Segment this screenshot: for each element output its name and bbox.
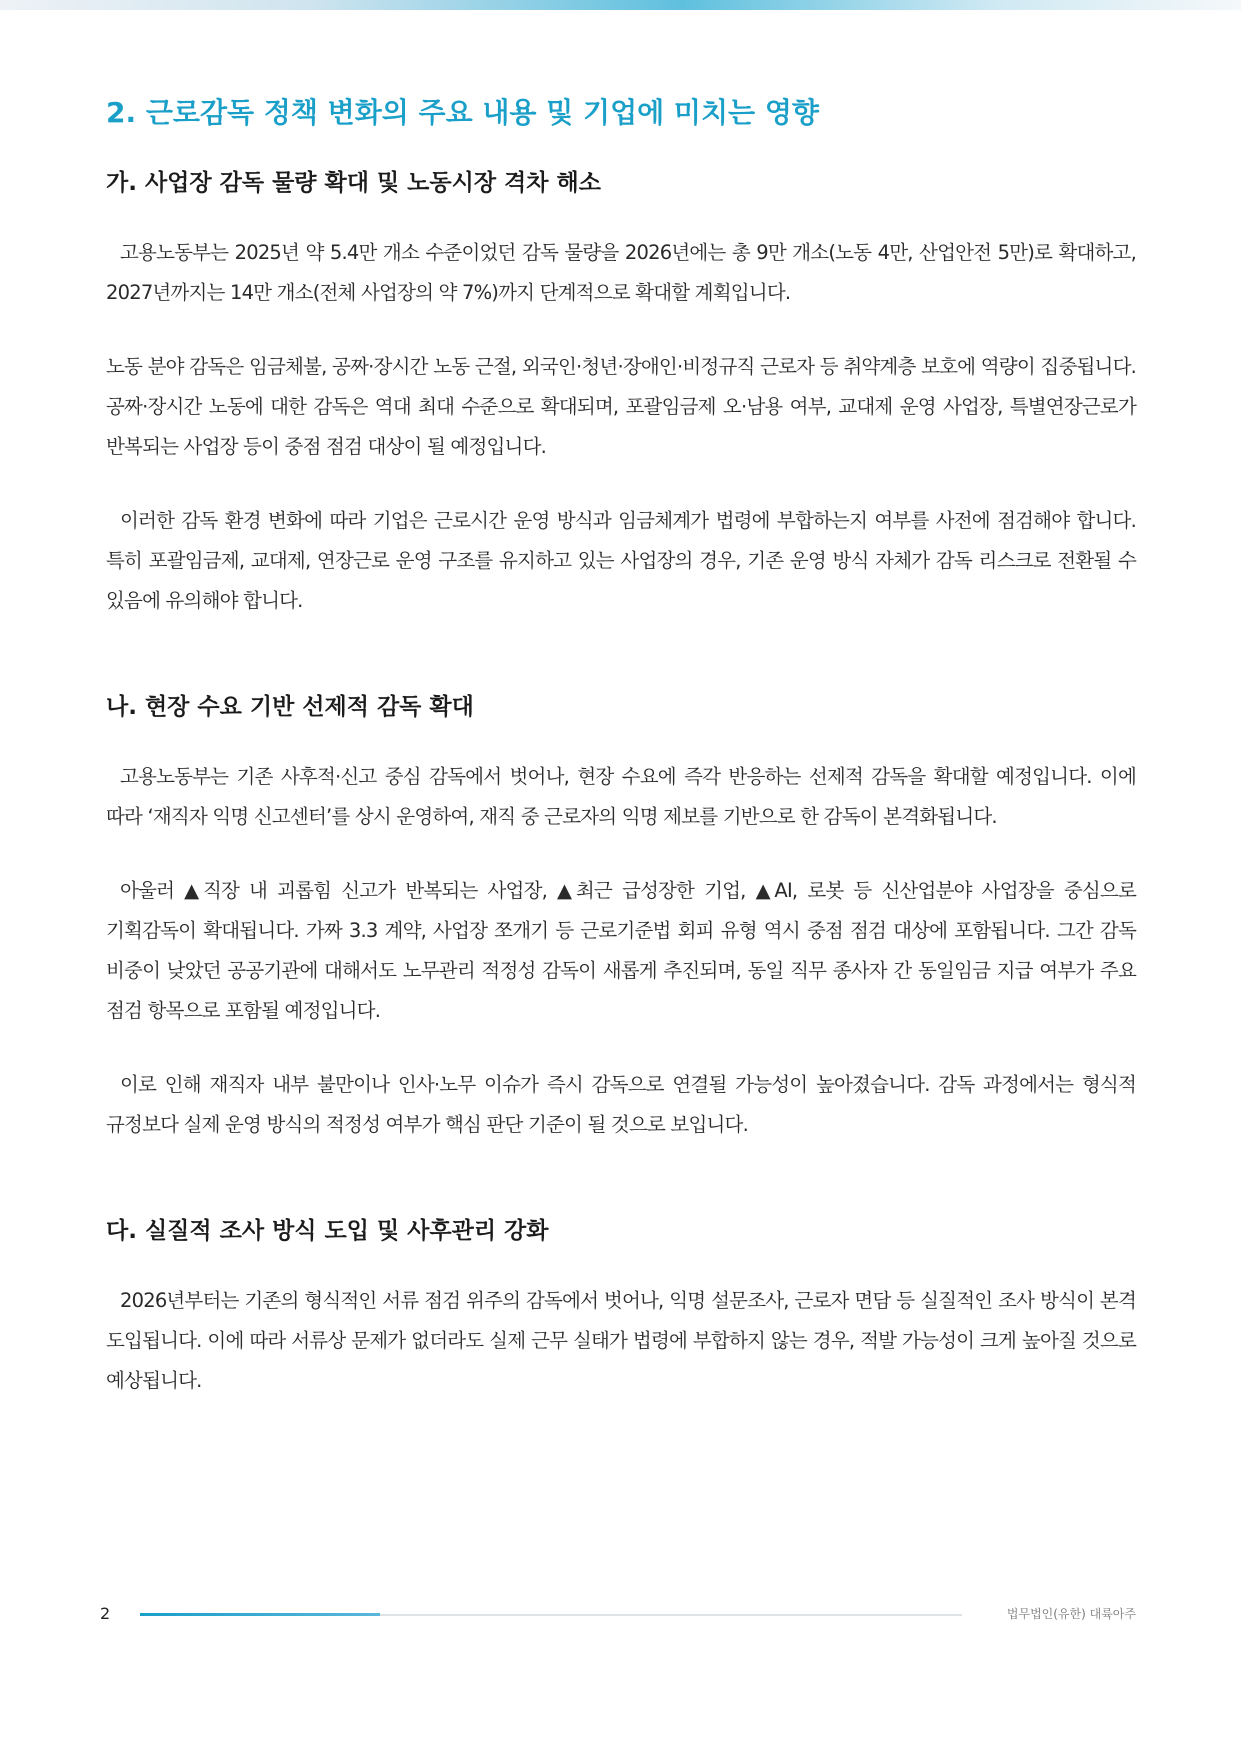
section-title: 2. 근로감독 정책 변화의 주요 내용 및 기업에 미치는 영향 bbox=[106, 96, 819, 129]
paragraph: 고용노동부는 기존 사후적·신고 중심 감독에서 벗어나, 현장 수요에 즉각 반응하는 선제적 감독을 확대할 예정입니다. 이에 따라 ‘재직자 익명 신고센터’를 상시 운영하여, 재직 중 근로자의 익명 제보를 기반으로 한 감독이 본격화됩니다. bbox=[106, 765, 1136, 829]
paragraph: 노동 분야 감독은 임금체불, 공짜·장시간 노동 근절, 외국인·청년·장애인·비정규직 근로자 등 취약계층 보호에 역량이 집중됩니다. 공짜·장시간 노동에 대한 감독은 역대 최대 수준으로 확대되며, 포괄임금제 오·남용 여부, 교대제 운영 사업장, 특별연장근로가 반복되는 사업장 등이 중점 점검 대상이 될 예정입니다. bbox=[106, 355, 1136, 459]
paragraph: 고용노동부는 2025년 약 5.4만 개소 수준이었던 감독 물량을 2026년에는 총 9만 개소(노동 4만, 산업안전 5만)로 확대하고, 2027년까지는 14만 개소(전체 사업장의 약 7%)까지 단계적으로 확대할 계획입니다. bbox=[106, 241, 1136, 305]
footer-divider-accent bbox=[140, 1613, 380, 1616]
subsection-heading: 다. 실질적 조사 방식 도입 및 사후관리 강화 bbox=[106, 1218, 549, 1245]
paragraph: 이로 인해 재직자 내부 불만이나 인사·노무 이슈가 즉시 감독으로 연결될 가능성이 높아졌습니다. 감독 과정에서는 형식적 규정보다 실제 운영 방식의 적정성 여부가 핵심 판단 기준이 될 것으로 보입니다. bbox=[106, 1073, 1136, 1137]
top-decorative-bar bbox=[0, 0, 1241, 10]
paragraph: 이러한 감독 환경 변화에 따라 기업은 근로시간 운영 방식과 임금체계가 법령에 부합하는지 여부를 사전에 점검해야 합니다. 특히 포괄임금제, 교대제, 연장근로 운영 구조를 유지하고 있는 사업장의 경우, 기존 운영 방식 자체가 감독 리스크로 전환될 수 있음에 유의해야 합니다. bbox=[106, 509, 1136, 613]
page-number: 2 bbox=[100, 1604, 111, 1623]
subsection-ga bbox=[106, 169, 1136, 621]
section-spacer bbox=[106, 1179, 1136, 1217]
section-spacer bbox=[106, 655, 1136, 693]
firm-name: 법무법인(유한) 대륙아주 bbox=[1006, 1607, 1136, 1621]
subsection-heading: 나. 현장 수요 기반 선제적 감독 확대 bbox=[106, 694, 474, 721]
subsection-da bbox=[106, 1217, 1136, 1401]
paragraph: 아울러 ▲직장 내 괴롭힘 신고가 반복되는 사업장, ▲최근 급성장한 기업, ▲AI, 로봇 등 신산업분야 사업장을 중심으로 기획감독이 확대됩니다. 가짜 3.3 계약, 사업장 쪼개기 등 근로기준법 회피 유형 역시 중점 점검 대상에 포함됩니다. 그간 감독 비중이 낮았던 공공기관에 대해서도 노무관리 적정성 감독이 새롭게 추진되며, 동일 직무 종사자 간 동일임금 지급 여부가 주요 점검 항목으로 포함될 예정입니다. bbox=[106, 879, 1136, 1023]
document-body bbox=[106, 95, 1136, 1435]
subsection-na bbox=[106, 693, 1136, 1145]
page-footer bbox=[100, 1602, 1136, 1626]
paragraph: 2026년부터는 기존의 형식적인 서류 점검 위주의 감독에서 벗어나, 익명 설문조사, 근로자 면담 등 실질적인 조사 방식이 본격 도입됩니다. 이에 따라 서류상 문제가 없더라도 실제 근무 실태가 법령에 부합하지 않는 경우, 적발 가능성이 크게 높아질 것으로 예상됩니다. bbox=[106, 1289, 1136, 1393]
subsection-heading: 가. 사업장 감독 물량 확대 및 노동시장 격차 해소 bbox=[106, 170, 601, 197]
